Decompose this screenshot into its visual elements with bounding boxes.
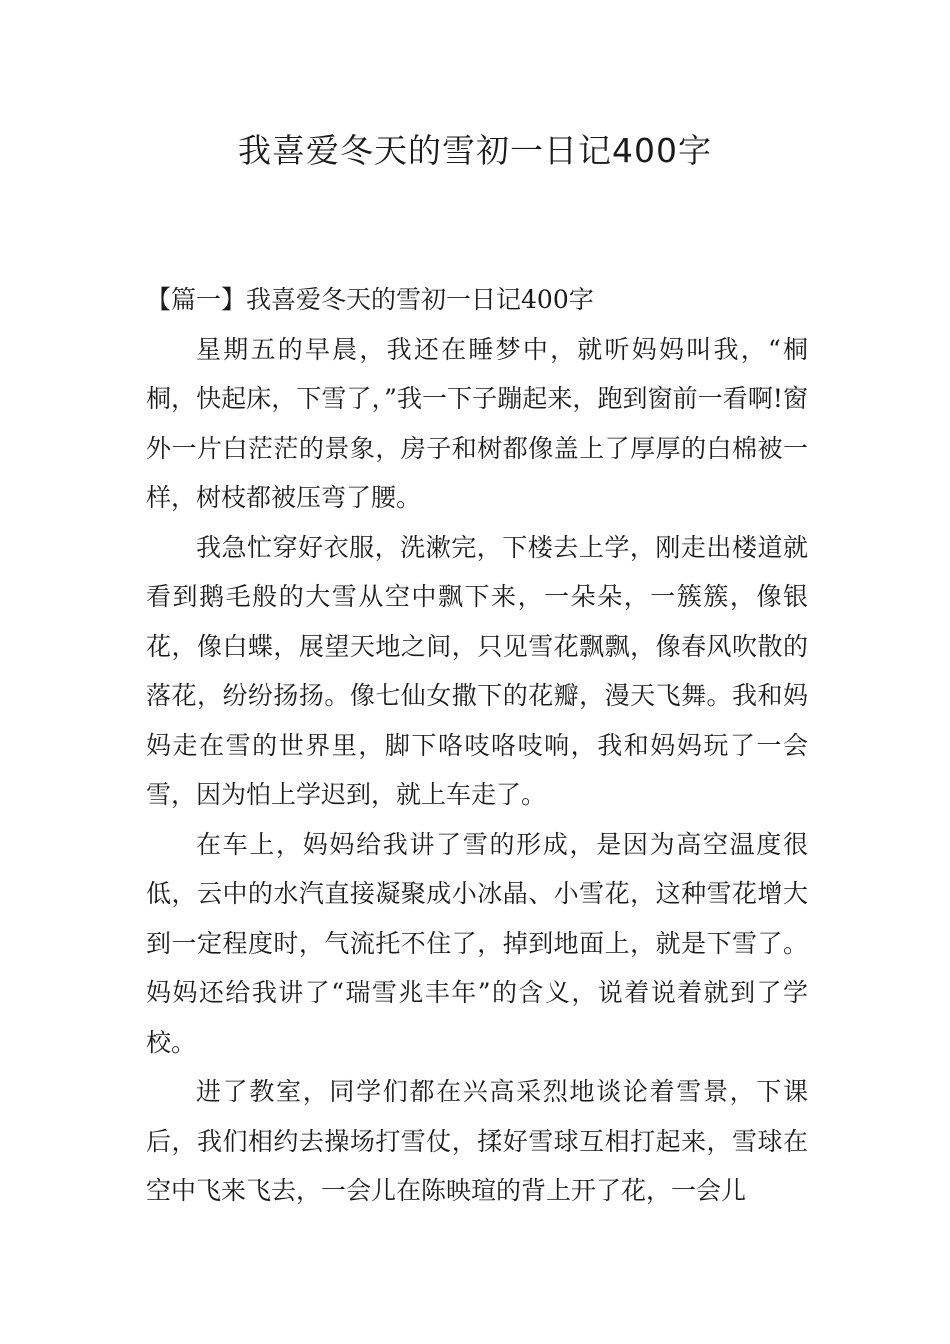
paragraph-3: 在车上，妈妈给我讲了雪的形成，是因为高空温度很低，云中的水汽直接凝聚成小冰晶、小雪花，这种雪花增大到一定程度时，气流托不住了，掉到地面上，就是下雪了。妈妈还给我讲了“瑞雪兆丰年”的含义，说着说着就到了学校。 bbox=[146, 829, 808, 1057]
section-heading: 【篇一】我喜爱冬天的雪初一日记400字 bbox=[146, 285, 594, 314]
paragraph-2: 我急忙穿好衣服，洗漱完，下楼去上学，刚走出楼道就看到鹅毛般的大雪从空中飘下来，一朵朵，一簇簇，像银花，像白蝶，展望天地之间，只见雪花飘飘，像春风吹散的落花，纷纷扬扬。像七仙女撒下的花瓣，漫天飞舞。我和妈妈走在雪的世界里，脚下咯吱咯吱响，我和妈妈玩了一会雪，因为怕上学迟到，就上车走了。 bbox=[146, 532, 808, 809]
paragraph-4: 进了教室，同学们都在兴高采烈地谈论着雪景，下课后，我们相约去操场打雪仗，揉好雪球互相打起来，雪球在空中飞来飞去，一会儿在陈映瑄的背上开了花，一会儿 bbox=[146, 1077, 808, 1205]
document-title: 我喜爱冬天的雪初一日记400字 bbox=[238, 131, 712, 170]
paragraph-1: 星期五的早晨，我还在睡梦中，就听妈妈叫我，“桐桐，快起床，下雪了，”我一下子蹦起来，跑到窗前一看啊!窗外一片白茫茫的景象，房子和树都像盖上了厚厚的白棉被一样，树枝都被压弯了腰。 bbox=[146, 334, 808, 512]
document-body bbox=[146, 275, 808, 1216]
